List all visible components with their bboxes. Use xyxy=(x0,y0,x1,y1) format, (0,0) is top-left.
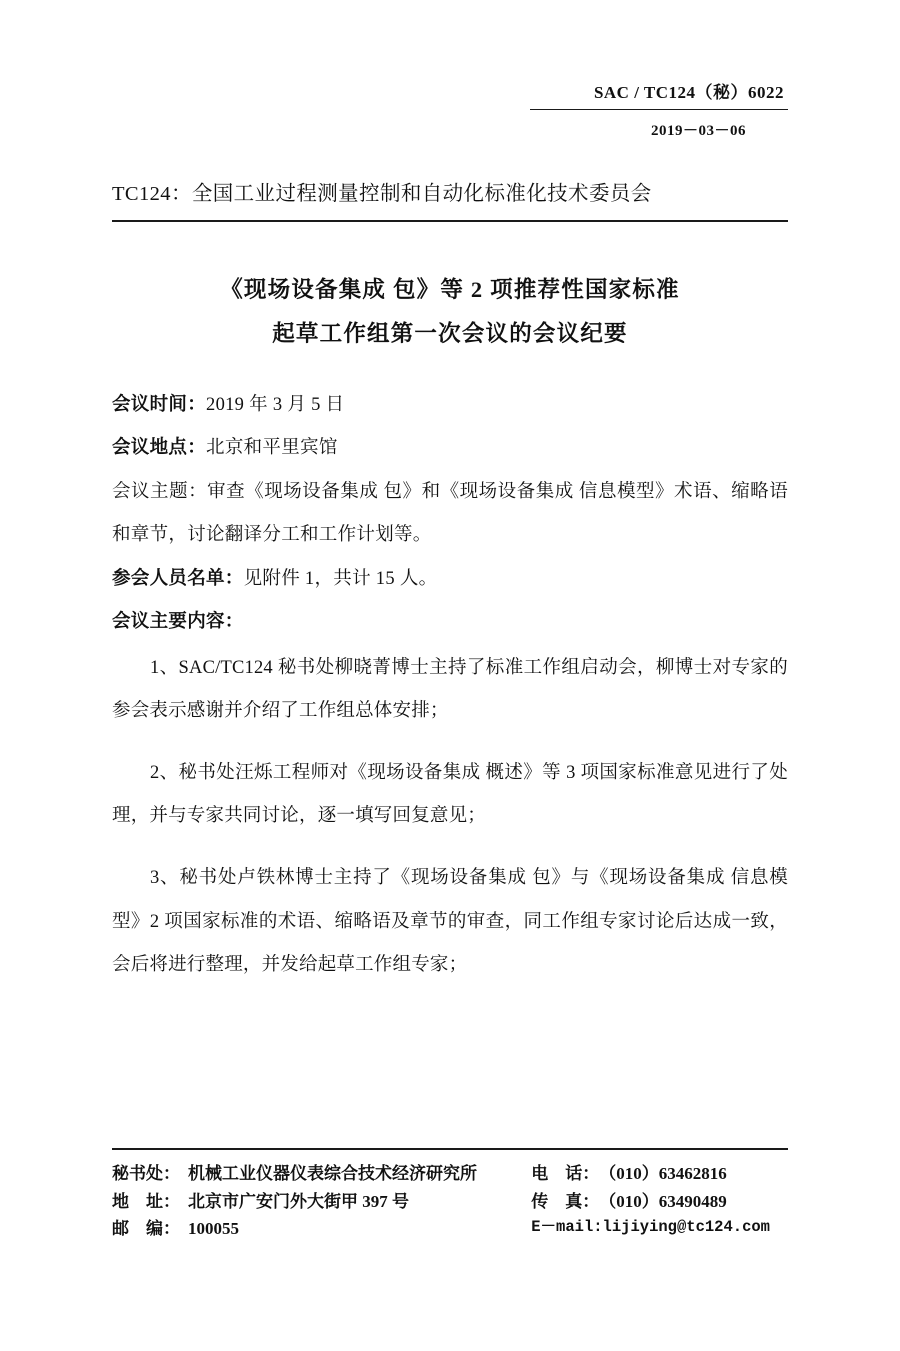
meeting-topic-label: 会议主题： xyxy=(112,481,208,502)
footer-phone-label: 电 话： xyxy=(531,1164,600,1184)
meeting-attendees-label: 参会人员名单： xyxy=(112,568,244,589)
meeting-content-list xyxy=(112,647,788,988)
document-number: SAC / TC124（秘）6022 xyxy=(593,83,784,102)
title-line-1: 《现场设备集成 包》等 2 项推荐性国家标准 xyxy=(220,277,680,302)
document-number-underline xyxy=(530,109,788,110)
meeting-metadata xyxy=(112,384,788,645)
footer-fax-row xyxy=(531,1188,770,1216)
meeting-time-row xyxy=(112,384,788,427)
document-page xyxy=(0,78,900,1351)
document-title xyxy=(112,268,788,356)
meeting-attendees-value: 见附件 1，共计 15 人。 xyxy=(243,568,438,589)
meeting-place-label: 会议地点： xyxy=(112,438,207,459)
meeting-time-label: 会议时间： xyxy=(112,394,207,415)
meeting-time-value: 2019 年 3 月 5 日 xyxy=(206,394,345,415)
footer-email-value: E－mail:lijiying@tc124.com xyxy=(531,1218,770,1237)
header-divider xyxy=(112,220,788,222)
page-footer xyxy=(112,1148,788,1243)
footer-secretariat-label: 秘书处： xyxy=(112,1164,180,1184)
committee-name: TC124：全国工业过程测量控制和自动化标准化技术委员会 xyxy=(112,183,652,205)
document-number-block xyxy=(112,78,788,110)
footer-postcode-label: 邮 编： xyxy=(112,1219,180,1239)
footer-postcode-row xyxy=(112,1215,477,1243)
footer-email-row xyxy=(531,1215,770,1240)
footer-fax-value: （010）63490489 xyxy=(599,1191,727,1211)
meeting-topic-value: 审查《现场设备集成 包》和《现场设备集成 信息模型》术语、缩略语和章节，讨论翻译分工和工作计划等。 xyxy=(112,481,788,546)
meeting-content-label: 会议主要内容： xyxy=(112,612,244,633)
footer-fax-label: 传 真： xyxy=(531,1191,600,1211)
list-item: 3、秘书处卢铁林博士主持了《现场设备集成 包》与《现场设备集成 信息模型》2 项国家标准的术语、缩略语及章节的审查，同工作组专家讨论后达成一致，会后将进行整理，并发给起草工作组专家； xyxy=(112,868,788,976)
meeting-topic-row xyxy=(112,471,788,558)
footer-secretariat-row xyxy=(112,1160,477,1188)
footer-phone-value: （010）63462816 xyxy=(599,1164,727,1184)
document-date: 2019－03－06 xyxy=(650,123,746,139)
footer-address-row xyxy=(112,1188,477,1216)
footer-postcode-value: 100055 xyxy=(188,1219,239,1239)
list-item: 1、SAC/TC124 秘书处柳晓菁博士主持了标准工作组启动会，柳博士对专家的参会表示感谢并介绍了工作组总体安排； xyxy=(112,657,788,722)
footer-secretariat-value: 机械工业仪器仪表综合技术经济研究所 xyxy=(188,1164,477,1184)
footer-contact-left xyxy=(112,1160,477,1243)
meeting-place-row xyxy=(112,427,788,470)
footer-contact-right xyxy=(531,1160,788,1243)
meeting-attendees-row xyxy=(112,558,788,601)
footer-address-value: 北京市广安门外大街甲 397 号 xyxy=(188,1191,409,1211)
footer-address-label: 地 址： xyxy=(112,1191,180,1211)
footer-divider xyxy=(112,1148,788,1150)
footer-phone-row xyxy=(531,1160,770,1188)
meeting-place-value: 北京和平里宾馆 xyxy=(206,438,338,459)
title-line-2: 起草工作组第一次会议的会议纪要 xyxy=(272,320,628,346)
list-item: 2、秘书处汪烁工程师对《现场设备集成 概述》等 3 项国家标准意见进行了处理，并与专家共同讨论，逐一填写回复意见； xyxy=(112,763,788,827)
